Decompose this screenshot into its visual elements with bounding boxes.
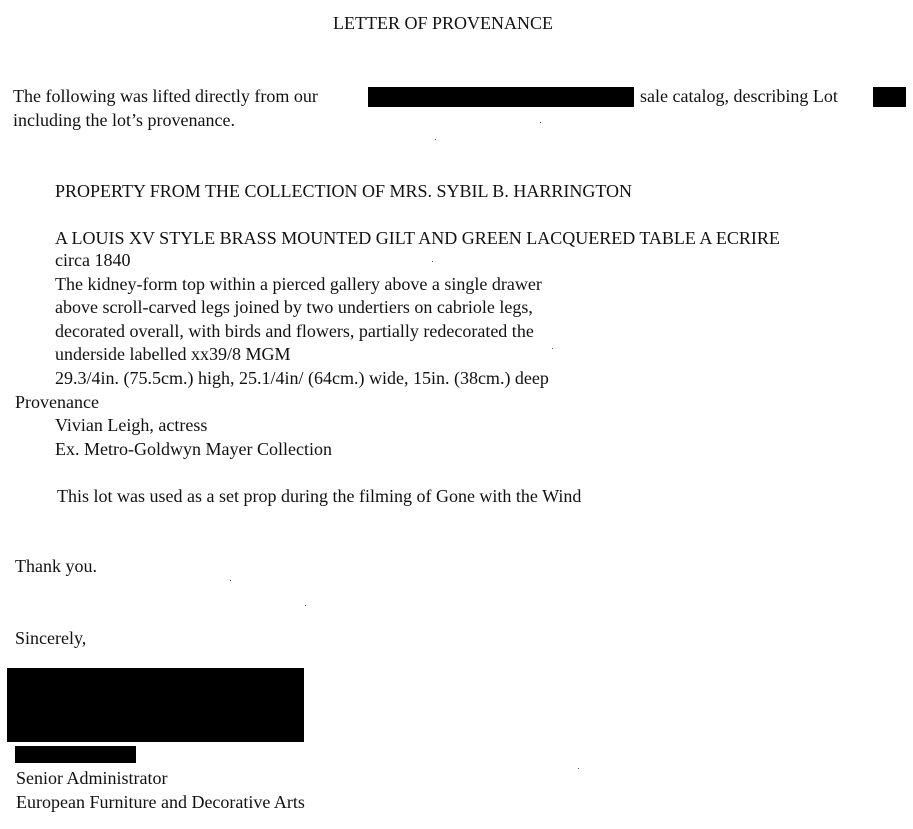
scan-speck: [435, 139, 436, 140]
description-line: underside labelled xx39/8 MGM: [55, 344, 291, 364]
property-heading: PROPERTY FROM THE COLLECTION OF MRS. SYBIL B. HARRINGTON: [55, 181, 632, 201]
set-prop-note: This lot was used as a set prop during the filming of Gone with the Wind: [57, 486, 582, 506]
closing: Sincerely,: [15, 628, 87, 648]
intro-text-part1: The following was lifted directly from our: [13, 86, 318, 106]
scan-speck: [230, 580, 231, 581]
signer-title: Senior Administrator: [16, 768, 168, 788]
scan-speck: [552, 348, 553, 349]
description-line: The kidney-form top within a pierced gallery above a single drawer: [55, 274, 542, 294]
signer-department: European Furniture and Decorative Arts: [16, 792, 305, 812]
redacted-signer-name: [15, 746, 136, 763]
dimensions-line: 29.3/4in. (75.5cm.) high, 25.1/4in/ (64cm.) wide, 15in. (38cm.) deep: [55, 368, 549, 388]
scan-speck: [578, 768, 579, 769]
scan-speck: [432, 261, 433, 262]
lot-title: A LOUIS XV STYLE BRASS MOUNTED GILT AND GREEN LACQUERED TABLE A ECRIRE: [55, 228, 780, 248]
scan-speck: [305, 605, 306, 606]
letter-title: LETTER OF PROVENANCE: [333, 13, 553, 33]
description-line: above scroll-carved legs joined by two undertiers on cabriole legs,: [55, 297, 533, 317]
provenance-item: Vivian Leigh, actress: [55, 415, 208, 435]
description-line: decorated overall, with birds and flowers, partially redecorated the: [55, 321, 534, 341]
provenance-item: Ex. Metro-Goldwyn Mayer Collection: [55, 439, 332, 459]
redacted-signature: [7, 668, 304, 742]
redacted-lot-number: [873, 87, 906, 107]
scan-speck: [540, 122, 541, 123]
intro-text-line2: including the lot’s provenance.: [13, 110, 235, 130]
lot-date: circa 1840: [55, 250, 131, 270]
provenance-label: Provenance: [15, 392, 99, 412]
redacted-catalog-name: [368, 87, 634, 107]
thank-you: Thank you.: [15, 556, 97, 576]
intro-text-part2: sale catalog, describing Lot: [640, 86, 838, 106]
